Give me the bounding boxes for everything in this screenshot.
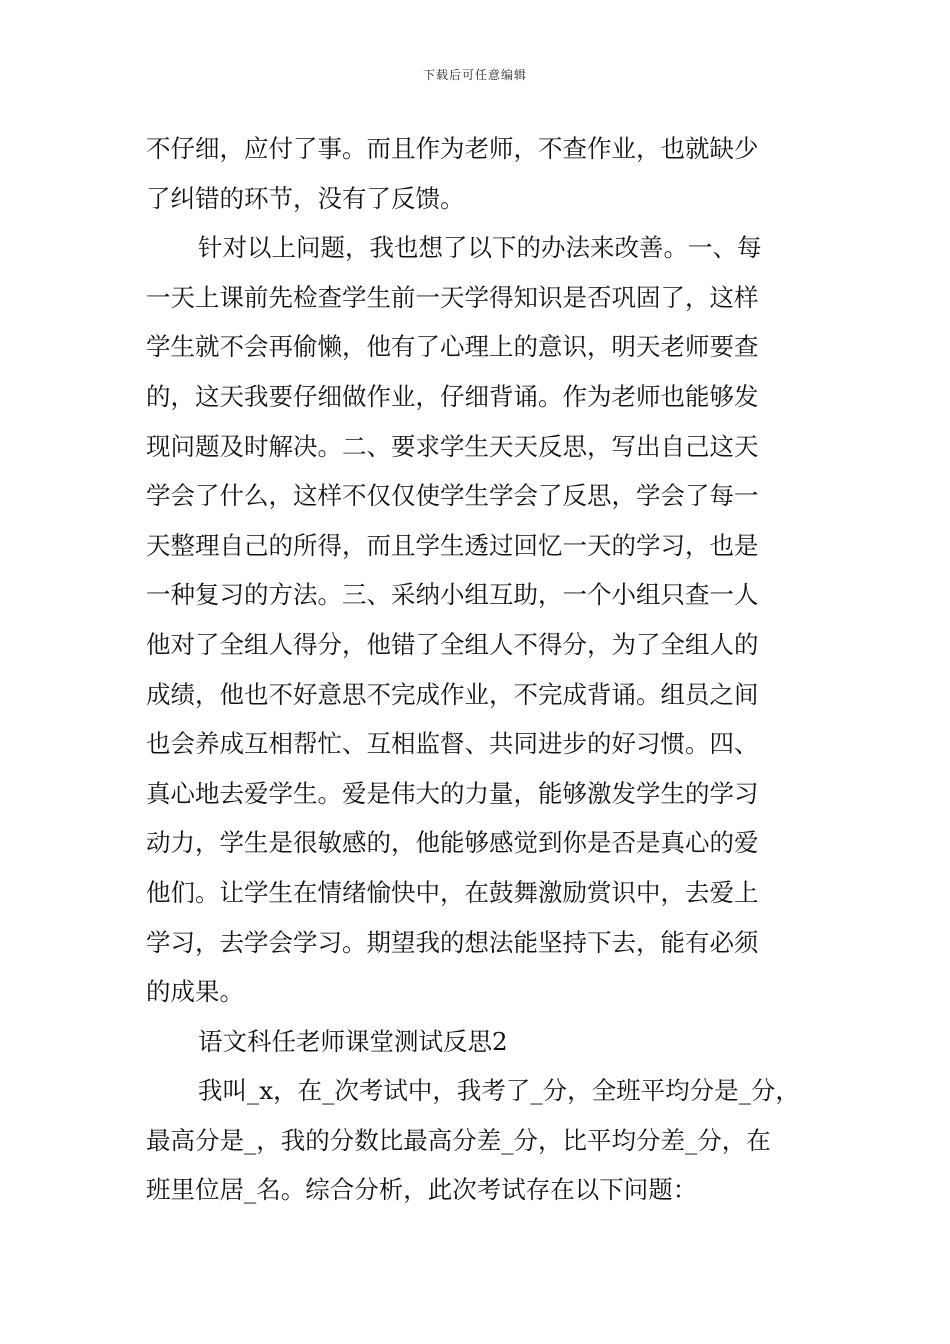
text-line: 班里位居_名。综合分析，此次考试存在以下问题： [146,1175,698,1205]
text-line: 不仔细，应付了事。而且作为老师，不查作业，也就缺少 [146,134,759,163]
text-line: 学习，去学会学习。期望我的想法能坚持下去，能有必须 [146,927,759,957]
text-line: 他们。让学生在情绪愉快中，在鼓舞激励赏识中，去爱上 [146,877,759,907]
text-line: 一天上课前先检查学生前一天学得知识是否巩固了，这样 [146,282,759,312]
text-line: 也会养成互相帮忙、互相监督、共同进步的好习惯。四、 [146,729,759,759]
text-line: 动力，学生是很敏感的，他能够感觉到你是否是真心的爱 [146,828,759,858]
text-line: 成绩，他也不好意思不完成作业，不完成背诵。组员之间 [146,679,759,709]
text-line: 了纠错的环节，没有了反馈。 [146,183,465,213]
text-line: 现问题及时解决。二、要求学生天天反思，写出自己这天 [146,431,759,461]
text-line: 最高分是_，我的分数比最高分差_分，比平均分差_分，在 [146,1125,771,1155]
text-line: 学生就不会再偷懒，他有了心理上的意识，明天老师要查 [146,332,759,362]
body-text [146,124,810,1215]
header-note: 下载后可任意编辑 [422,68,527,82]
paragraph-start-line: 针对以上问题，我也想了以下的办法来改善。一、每 [198,233,762,263]
text-line: 天整理自己的所得，而且学生透过回忆一天的学习，也是 [146,530,759,560]
text-line: 他对了全组人得分，他错了全组人不得分，为了全组人的 [146,629,759,659]
paragraph-start-line: 我叫_x，在_次考试中，我考了_分，全班平均分是_分， [198,1076,800,1106]
text-line: 学会了什么，这样不仅仅使学生学会了反思，学会了每一 [146,481,759,511]
text-line: 真心地去爱学生。爱是伟大的力量，能够激发学生的学习 [146,778,759,808]
section-title: 语文科任老师课堂测试反思2 [198,1026,508,1056]
text-line: 的成果。 [146,977,244,1007]
text-line: 的，这天我要仔细做作业，仔细背诵。作为老师也能够发 [146,381,759,411]
text-line: 一种复习的方法。三、采纳小组互助，一个小组只查一人 [146,580,759,610]
